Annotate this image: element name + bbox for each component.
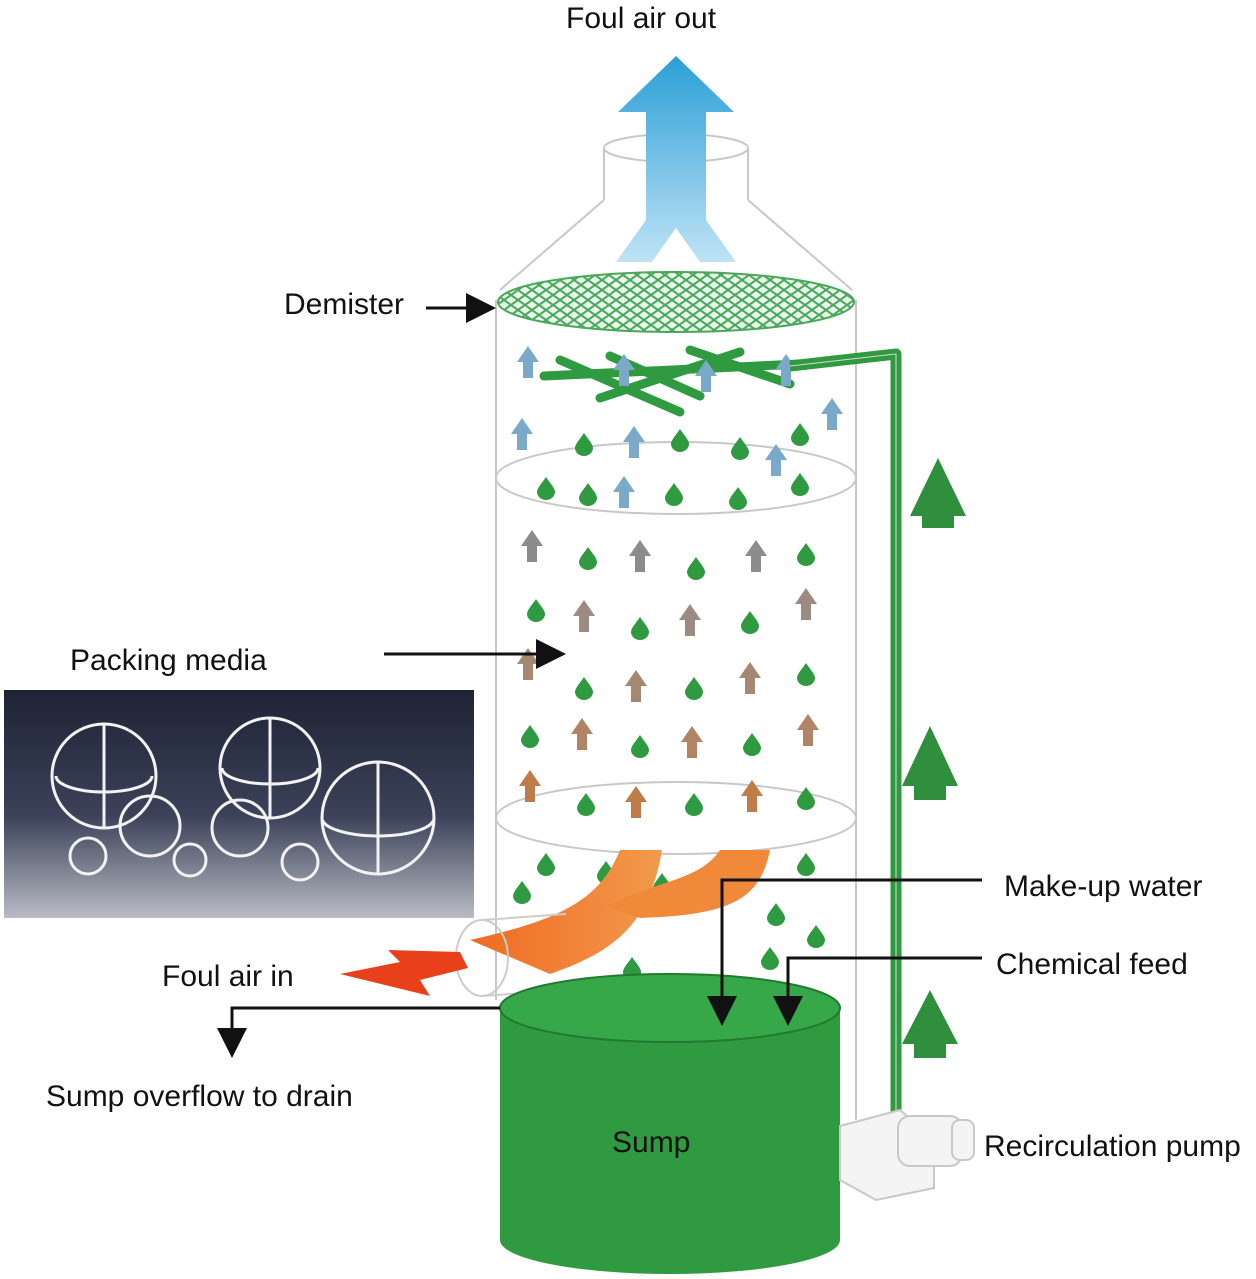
label-demister: Demister: [284, 288, 405, 321]
air-in-arrow: [340, 950, 468, 996]
label-foul-air-in: Foul air in: [162, 960, 294, 993]
packing-air-arrows: [517, 530, 819, 818]
demister-mesh: [498, 272, 854, 332]
recirculation-flow-arrows: [902, 458, 966, 1058]
pump-body: [840, 1110, 974, 1200]
scrubber-tower: [340, 56, 974, 1274]
label-chemical-feed: Chemical feed: [996, 948, 1188, 981]
label-sump-overflow: Sump overflow to drain: [46, 1080, 353, 1113]
label-sump: Sump: [612, 1126, 691, 1159]
label-foul-air-out: Foul air out: [566, 2, 717, 35]
label-packing-media: Packing media: [70, 644, 267, 677]
spray-header: [544, 350, 800, 412]
label-recirculation-pump: Recirculation pump: [984, 1130, 1241, 1163]
label-make-up-water: Make-up water: [1004, 870, 1203, 903]
packing-media-photo: [4, 690, 474, 918]
